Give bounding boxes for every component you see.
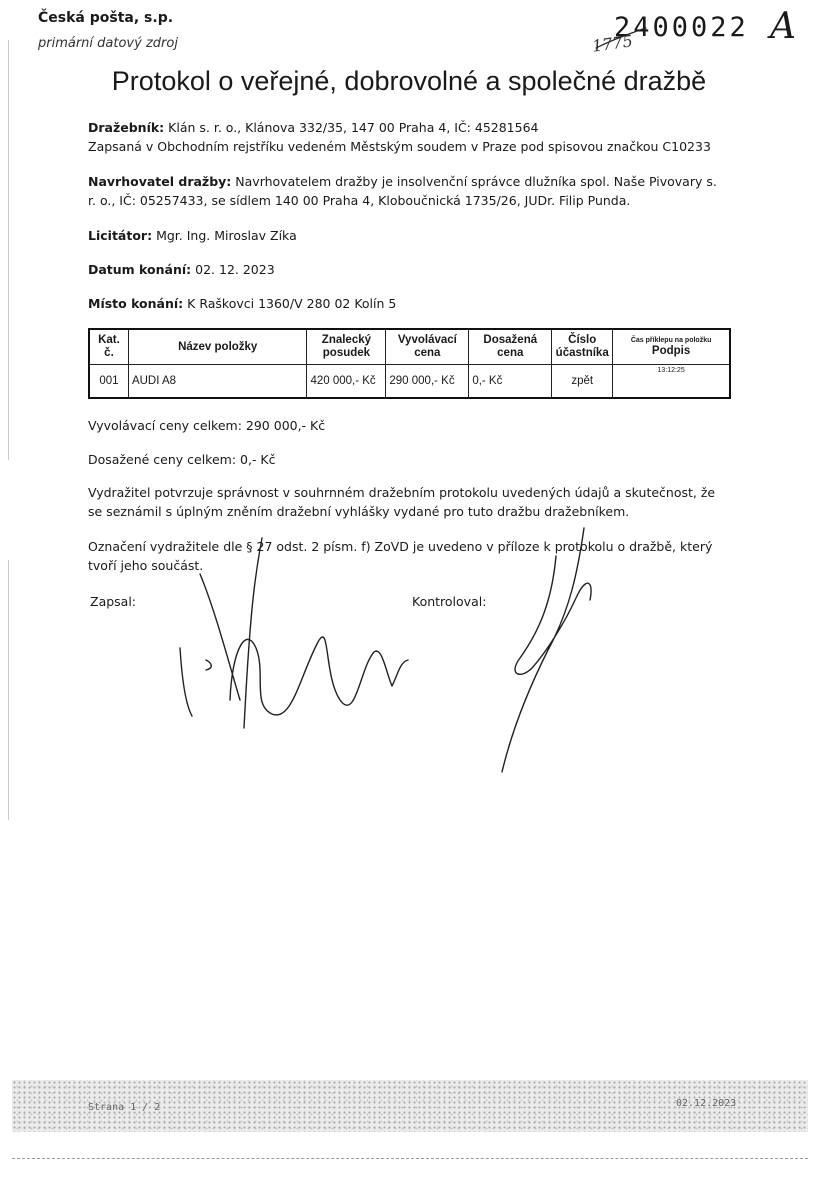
col-expert: Znalecký posudek [307,329,386,365]
marking-paragraph: Označení vydražitele dle § 27 odst. 2 písm. f) ZoVD je uvedeno v příloze k protokolu o dražbě, který tvoří jeho součást. [88,539,713,573]
col-reserve: Vyvolávací cena [386,329,469,365]
confirm-paragraph: Vydražitel potvrzuje správnost v souhrnném dražebním protokolu uvedených údajů a skutečnost, že se seznámil s úplným zněním dražební vyhlášky vydané pro tuto dražbu dražebníkem. [88,485,716,519]
total-achieved: Dosažené ceny celkem: 0,- Kč [88,452,276,467]
col-cat: Kat. č. [89,329,128,365]
recorded-by-label: Zapsal: [90,594,137,609]
cell-reserve: 290 000,- Kč [386,365,469,399]
footer-date: 02.12.2023 [676,1098,737,1109]
document-letter: A [770,6,796,47]
col-signature-time-label: Čas příklepu na položku [630,337,712,344]
footer-page-number: Strana 1 / 2 [88,1102,161,1113]
proposer-label: Navrhovatel dražby: [88,174,232,189]
cell-cat: 001 [89,365,128,399]
checked-by-label: Kontroloval: [412,594,487,609]
issuer-subtitle: primární datový zdroj [38,36,178,51]
place-text: K Raškovci 1360/V 280 02 Kolín 5 [187,296,397,311]
number-strike-scribble [596,28,646,48]
place-label: Místo konání: [88,296,184,311]
cell-expert: 420 000,- Kč [307,365,386,399]
col-achieved: Dosažená cena [469,329,552,365]
cell-achieved: 0,- Kč [469,365,552,399]
total-reserve: Vyvolávací ceny celkem: 290 000,- Kč [88,418,326,433]
cell-time-stamp: 13:12:25 [657,367,685,374]
cell-name: AUDI A8 [128,365,307,399]
licitator-text: Mgr. Ing. Miroslav Zíka [156,228,297,243]
recorder-signature [180,538,408,728]
auctioneer-text: Klán s. r. o., Klánova 332/35, 147 00 Praha 4, IČ: 45281564 [168,120,539,135]
handwritten-note: 1775 [590,31,634,56]
proposer-text: Navrhovatelem dražby je insolvenční správce dlužníka spol. Naše Pivovary s. r. o., IČ: 05257433, se sídlem 140 00 Praha 4, Kloboučnická 1735/26, JUDr. Filip Punda. [88,174,717,208]
col-signature-label: Podpis [651,345,691,357]
auctioneer-registry: Zapsaná v Obchodním rejstříku vedeném Městským soudem v Praze pod spisovou značkou C10233 [88,139,711,154]
date-text: 02. 12. 2023 [195,262,275,277]
auctioneer-label: Dražebník: [88,120,165,135]
controller-signature [502,528,591,772]
document-number: 2400022 [614,12,749,43]
col-name: Název položky [128,329,307,365]
footer-divider [12,1158,808,1159]
date-label: Datum konání: [88,262,192,277]
licitator-label: Licitátor: [88,228,153,243]
col-participant: Číslo účastníka [552,329,613,365]
cell-participant: zpět [552,365,613,399]
page-title: Protokol o veřejné, dobrovolné a společné dražbě [111,66,707,96]
issuer-name: Česká pošta, s.p. [38,10,174,26]
